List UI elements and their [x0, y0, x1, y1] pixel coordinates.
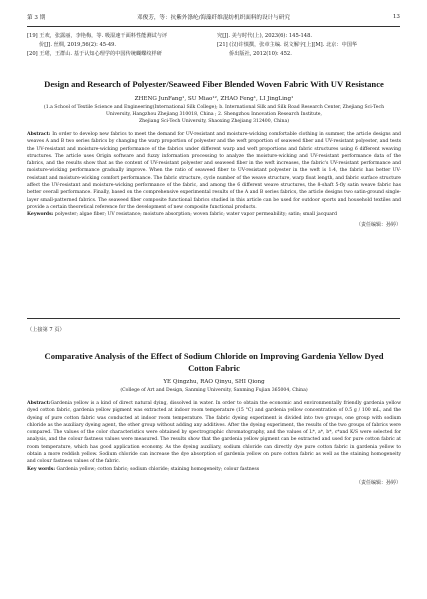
article-authors: YE Qingzhu, RAO Qinyu, SHI Qiong — [163, 379, 265, 385]
responsible-editor: （责任编辑：孙婷） — [355, 221, 401, 228]
reference-item: [20] 王珺，王群山. 基于认知心理学的中国传统蝴蝶纹样研 — [27, 51, 162, 57]
continued-from-note: （上接第 7 页） — [27, 327, 65, 333]
reference-column-left — [27, 32, 211, 59]
responsible-editor: （责任编辑：孙婷） — [355, 479, 401, 486]
running-header — [27, 10, 400, 24]
page-number: 13 — [392, 14, 400, 20]
keywords-line — [27, 466, 401, 473]
article-affiliation: (1.a School of Textile Science and Engineering(International Silk College); b. International Silk and Silk Road Research Center, Zhejiang Sci-Tech — [43, 105, 385, 110]
article-title: Comparative Analysis of the Effect of Sodium Chloride on Improving Gardenia Yellow Dyed — [44, 351, 384, 361]
article-title-line-2: Cotton Fabric — [188, 363, 240, 373]
header-rule — [27, 26, 400, 27]
english-abstract-article-1 — [27, 78, 401, 230]
reference-item-continued: 价[J]. 丝绸, 2019,56(2): 45-49. — [39, 42, 117, 48]
abstract-paragraph — [27, 400, 401, 466]
abstract-label: Abstract: — [27, 132, 51, 137]
section-divider — [27, 318, 400, 319]
article-affiliation: (College of Art and Design, Sanming University, Sanming Fujian 365004, China) — [120, 388, 308, 393]
keywords-line — [27, 211, 401, 218]
reference-column-right — [217, 32, 401, 59]
abstract-paragraph — [27, 131, 401, 211]
reference-item: [21] (汉)许慎撰，张章主编. 说文解字[上][M]. 北京：中国华 — [217, 42, 358, 48]
abstract-text: In order to develop new fabrics to meet the demand for UV-resistant and moisture-wicking comfortable clothing in summer, the article designs and weaves A and B two series fabrics by changing the warp proportion of polyester and the weft proportion of seaweed fiber and UV-resistant polyester, and tests the UV-resistant and moisture-wicking performance of the fabrics under different warp and weft proportions and fabric structures using 6 different weaving structures. The article uses Origin software and fuzzy information processing to analyze the moisture-wicking and UV-resistant performance data of the fabrics, and the results show that as the content of UV-resistant polyester and seaweed fiber in the weft increases, the fabric's UV-resistant performance and moisture-wicking performance gradually improve. When the ratio of seaweed fiber to UV-resistant polyester in the weft is 1:4, the fabric has better UV-resistant and moisture-wicking comfort performance. The fabric structure, cycle number of the weave structure, warp float length, and fabric surface structure affect the UV-resistant and moisture-wicking performance of the fabric, and among the 6 different weave structures, the 8-shaft 5-fly satin weave fabric has better overall performance. Finally, based on the comprehensive experimental results of the A and B series fabrics, the article designs two satin-ground single-layer small-patterned fabrics. The seaweed fiber composite functional fabrics studied in this article can be used for outdoor sports and household textiles and provide a certain theoretical reference for the development of new composite functional products. — [27, 132, 401, 210]
keywords-label: Keywords: — [27, 212, 54, 218]
keywords-text: Gardenia yellow; cotton fabric; sodium chloride; staining homogeneity; colour fastness — [56, 466, 260, 472]
keywords-label: Key words: — [27, 466, 56, 472]
abstract-label: Abstract: — [27, 401, 51, 406]
reference-list — [27, 32, 401, 59]
running-title: 邓俊芳，等：抗紫外涤纶/海藻纤维混纺机织面料的设计与研究 — [137, 15, 290, 21]
article-affiliation: University, Hangzhou Zhejiang 310018, China ; 2. Shengzhou Innovation Research Institute, — [106, 112, 322, 117]
article-title: Design and Research of Polyester/Seaweed Fiber Blended Woven Fabric With UV Resistance — [44, 79, 384, 89]
reference-item-continued: 究[J]. 美与时代(上), 2023(6): 145-148. — [217, 33, 313, 39]
reference-item-continued: 侨出版社, 2012(10): 452. — [229, 51, 292, 57]
english-abstract-article-2 — [27, 350, 401, 488]
article-affiliation: Zhejiang Sci-Tech University, Shaoxing Zhejiang 312400, China) — [138, 119, 290, 124]
reference-item: [19] 王欢，张露丽，李艳梅，等. 吸湿速干面料性能测试与评 — [27, 33, 168, 39]
abstract-text: Gardenia yellow is a kind of direct natural dying, dissolved in water. In order to obtain the economic and environmentally friendly gardenia yellow dyed cotton fabric, gardenia yellow pigment was extracted at indoor room temperature (15 °C) and gardenia yellow concentration of 0.5 g / 100 mL, and the dyeing of pure cotton fabric was conducted at indoor room temperature. The fabric dyeing experiment is divided into two groups, one group with sodium chloride as the auxiliary dyeing agent, the other group without adding any additives. After the dyeing experiment, the results of the two groups of fabrics were compared. The values of the color characteristics were obtained by spectrographic chromatography, and the values of L*, a*, b*, c*and K/S were selected for analysis, and the colour fastness values were measured. The results show that the gardenia yellow pigment can be extracted and used for pure cotton fabric at room temperature, which has good application economy. As the dyeing auxiliary, sodium chloride can directly dye pure cotton fabric in gardenia yellow to obtain a more reddish yellow. Sodium chloride can increase the dye absorption of gardenia yellow on pure cotton fabric as well as the staining homogeneity and colour fastness values of the fabric. — [27, 401, 401, 465]
keywords-text: polyester; algae fiber; UV resistance; moisture absorption; woven fabric; water vapor permeability; satin; small jacquard — [54, 212, 338, 218]
issue-label: 第 3 期 — [27, 15, 46, 21]
article-authors: ZHENG JunFang¹, SU Miao¹², ZHAO Feng¹, LI JingLing¹ — [134, 96, 294, 102]
